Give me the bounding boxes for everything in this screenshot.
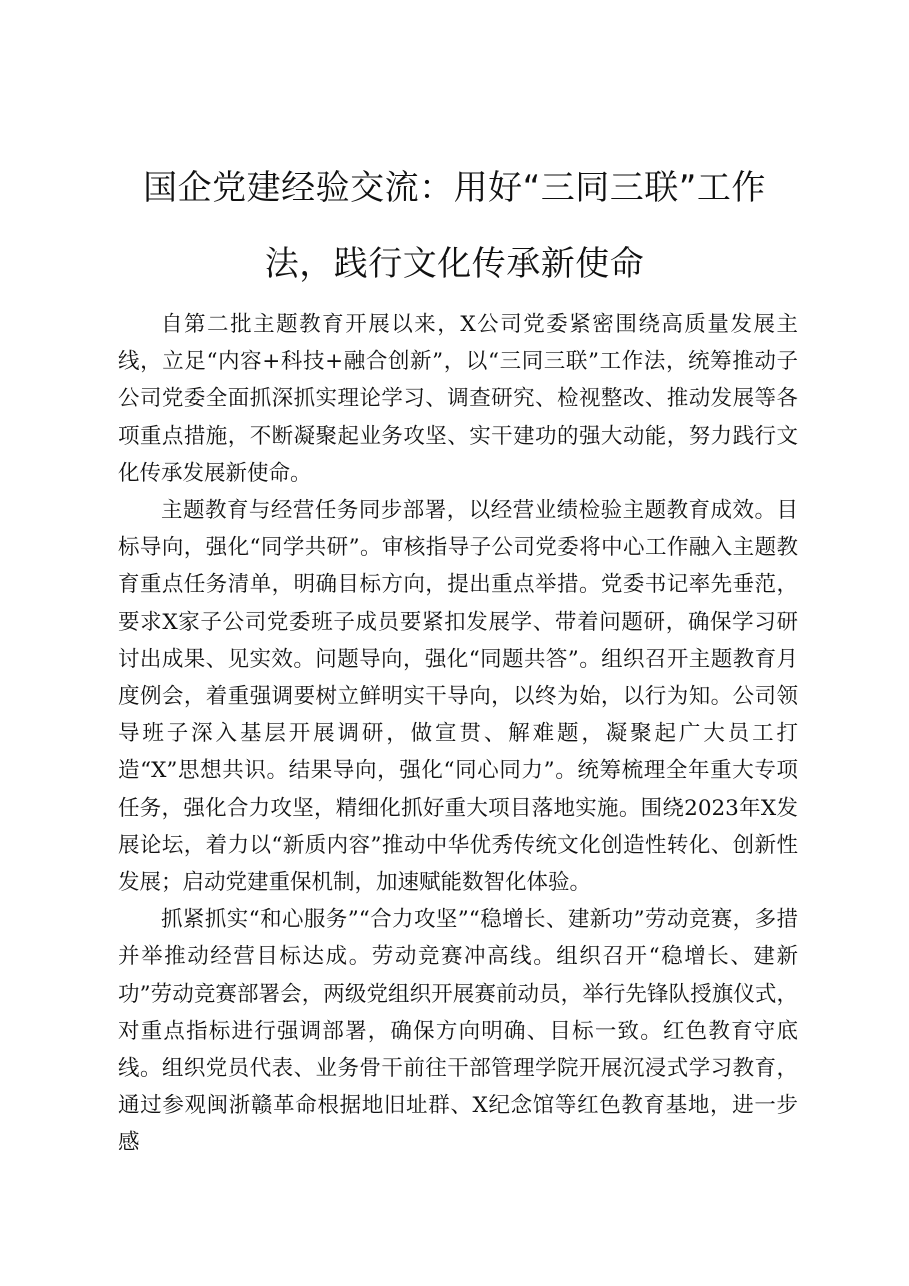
paragraph-deployment: 主题教育与经营任务同步部署，以经营业绩检验主题教育成效。目标导向，强化“同学共研”。审核指导子公司党委将中心工作融入主题教育重点任务清单，明确目标方向，提出重点举措。党委书记率先垂范，要求X家子公司党委班子成员要紧扣发展学、带着问题研，确保学习研讨出成果、见实效。问题导向，强化“同题共答”。组织召开主题教育月度例会，着重强调要树立鲜明实干导向，以终为始，以行为知。公司领导班子深入基层开展调研，做宣贯、解难题，凝聚起广大员工打造“X”思想共识。结果导向，强化“同心同力”。统筹梳理全年重大专项任务，强化合力攻坚，精细化抓好重大项目落地实施。围绕2023年X发展论坛，着力以“新质内容”推动中华优秀传统文化创造性转化、创新性发展；启动党建重保机制，加速赋能数智化体验。 xyxy=(118,498,798,896)
paragraph-intro: 自第二批主题教育开展以来，X公司党委紧密围绕高质量发展主线，立足“内容+科技+融合创新”，以“三同三联”工作法，统筹推动子公司党委全面抓深抓实理论学习、调查研究、检视整改、推动发展等各项重点措施，不断凝聚起业务攻坚、实干建功的强大动能，努力践行文化传承发展新使命。 xyxy=(118,312,798,486)
paragraph-labor-competition: 抓紧抓实“和心服务”“合力攻坚”“稳增长、建新功”劳动竞赛，多措并举推动经营目标达成。劳动竞赛冲高线。组织召开“稳增长、建新功”劳动竞赛部署会，两级党组织开展赛前动员，举行先锋队授旗仪式，对重点指标进行强调部署，确保方向明确、目标一致。红色教育守底线。组织党员代表、业务骨干前往干部管理学院开展沉浸式学习教育，通过参观闽浙赣革命根据地旧址群、X纪念馆等红色教育基地，进一步感 xyxy=(118,907,798,1156)
document-body xyxy=(118,306,798,1162)
document-title: 国企党建经验交流：用好“三同三联”工作法，践行文化传承新使命 xyxy=(143,168,766,284)
